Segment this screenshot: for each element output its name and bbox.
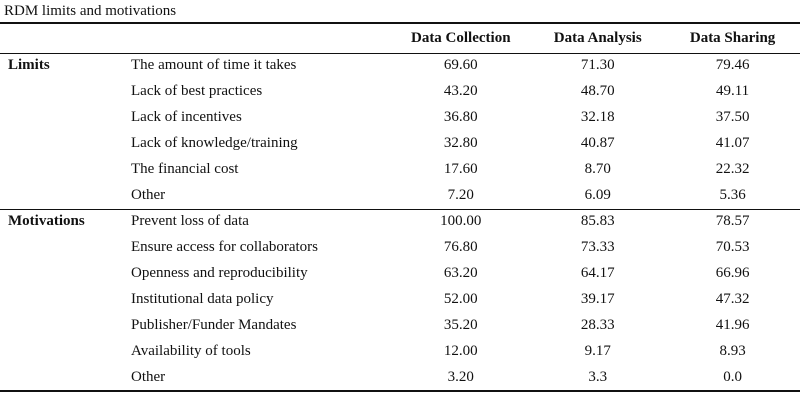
row-label: Other (131, 369, 166, 385)
table-row (0, 312, 800, 338)
value-data-analysis: 85.83 (580, 213, 615, 229)
row-label: Prevent loss of data (131, 213, 249, 229)
value-data-collection: 36.80 (443, 109, 478, 125)
value-data-sharing: 78.57 (715, 213, 750, 229)
header-data-sharing: Data Sharing (689, 30, 776, 46)
value-data-sharing: 49.11 (715, 83, 750, 99)
table-row (0, 260, 800, 286)
row-label: The financial cost (131, 161, 239, 177)
header-row (0, 24, 800, 52)
row-label: Availability of tools (131, 343, 251, 359)
row-label: Other (131, 187, 166, 203)
value-data-analysis: 8.70 (584, 161, 611, 177)
row-label: Ensure access for collaborators (131, 239, 319, 255)
value-data-collection: 17.60 (443, 161, 478, 177)
row-label: Openness and reproducibility (131, 265, 308, 281)
value-data-collection: 63.20 (443, 265, 478, 281)
value-data-analysis: 64.17 (580, 265, 615, 281)
value-data-sharing: 0.0 (723, 369, 742, 385)
table-row (0, 104, 800, 130)
value-data-sharing: 66.96 (715, 265, 750, 281)
table-row (0, 286, 800, 312)
row-label: Lack of incentives (131, 109, 242, 125)
value-data-sharing: 47.32 (715, 291, 750, 307)
row-label: Lack of knowledge/training (131, 135, 298, 151)
value-data-sharing: 41.96 (715, 317, 750, 333)
value-data-analysis: 40.87 (580, 135, 615, 151)
value-data-analysis: 48.70 (580, 83, 615, 99)
value-data-sharing: 70.53 (715, 239, 750, 255)
value-data-collection: 35.20 (443, 317, 478, 333)
value-data-analysis: 32.18 (580, 109, 615, 125)
table-row (0, 208, 800, 234)
value-data-collection: 12.00 (443, 343, 478, 359)
row-label: Lack of best practices (131, 83, 263, 99)
value-data-collection: 7.20 (447, 187, 474, 203)
value-data-analysis: 71.30 (580, 57, 615, 73)
rdm-table (0, 24, 800, 390)
row-label: Institutional data policy (131, 291, 274, 307)
table-row (0, 78, 800, 104)
header-data-analysis: Data Analysis (553, 30, 642, 46)
table-row (0, 182, 800, 208)
group-label-limits: Limits (8, 57, 50, 73)
value-data-collection: 52.00 (443, 291, 478, 307)
table-caption: RDM limits and motivations (4, 3, 177, 19)
value-data-collection: 43.20 (443, 83, 478, 99)
table-row (0, 234, 800, 260)
value-data-sharing: 41.07 (715, 135, 750, 151)
bottom-rule (0, 390, 800, 392)
value-data-analysis: 3.3 (588, 369, 608, 385)
value-data-collection: 32.80 (443, 135, 478, 151)
table-row (0, 364, 800, 390)
section-divider-rule (0, 209, 800, 210)
value-data-analysis: 39.17 (580, 291, 615, 307)
table-row (0, 52, 800, 78)
table-row (0, 338, 800, 364)
header-rule (0, 53, 800, 54)
header-label-blank (125, 24, 391, 52)
value-data-sharing: 79.46 (715, 57, 750, 73)
value-data-sharing: 37.50 (715, 109, 750, 125)
value-data-collection: 69.60 (443, 57, 478, 73)
group-label-motivations: Motivations (8, 213, 85, 229)
value-data-sharing: 22.32 (715, 161, 750, 177)
row-label: The amount of time it takes (131, 57, 297, 73)
header-data-collection: Data Collection (410, 30, 511, 46)
value-data-analysis: 28.33 (580, 317, 615, 333)
table-row (0, 130, 800, 156)
header-group-blank (0, 24, 125, 52)
value-data-sharing: 5.36 (719, 187, 746, 203)
value-data-collection: 100.00 (440, 213, 482, 229)
table-row (0, 156, 800, 182)
value-data-analysis: 9.17 (584, 343, 611, 359)
value-data-analysis: 6.09 (584, 187, 611, 203)
value-data-sharing: 8.93 (719, 343, 746, 359)
value-data-collection: 3.20 (447, 369, 474, 385)
value-data-analysis: 73.33 (580, 239, 615, 255)
value-data-collection: 76.80 (443, 239, 478, 255)
row-label: Publisher/Funder Mandates (131, 317, 297, 333)
